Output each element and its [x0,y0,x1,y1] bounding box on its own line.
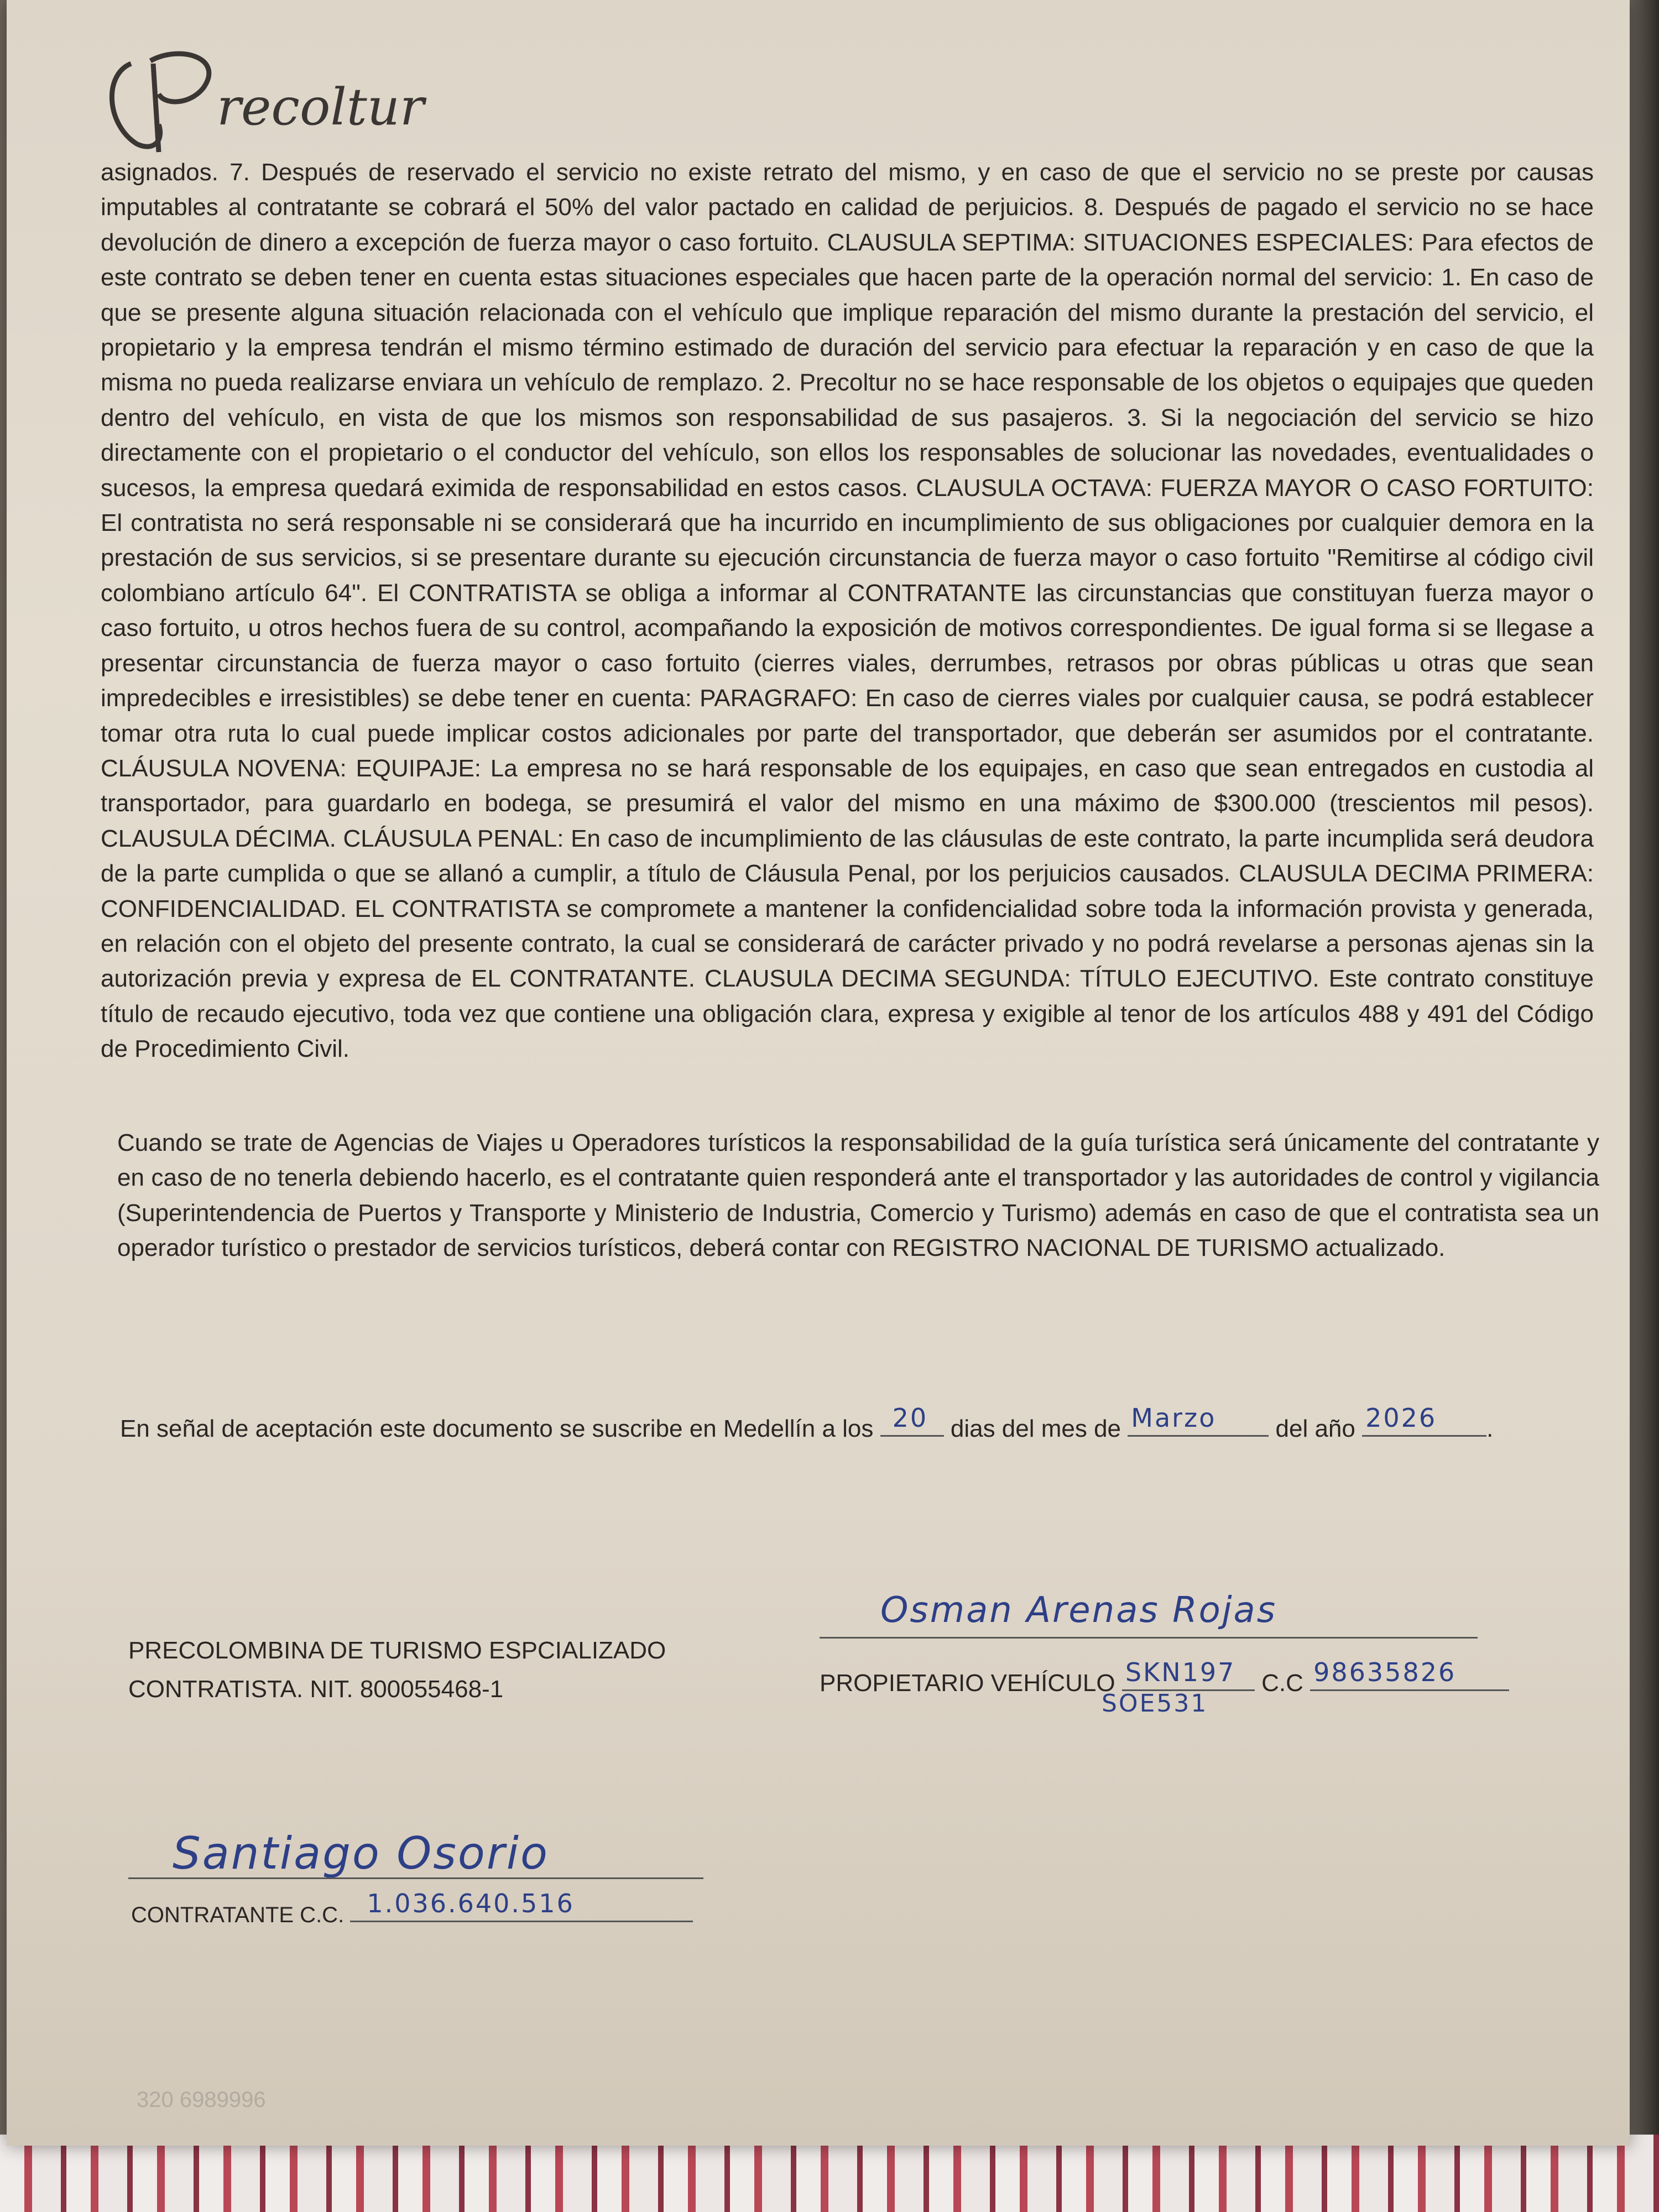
client-cc: 1.036.640.516 [367,1888,575,1918]
contractor-block [128,1631,792,1709]
plate-field [1122,1657,1255,1691]
owner-signature: Osman Arenas Rojas [880,1590,1277,1631]
client-signature-line [128,1877,703,1879]
acceptance-middle: dias del mes de [950,1415,1121,1442]
owner-cc-label: C.C [1261,1670,1303,1697]
contract-clauses-text: asignados. 7. Después de reservado el servicio no existe retrato del mismo, y en caso de que el servicio no se preste por causas imputables al contratante se cobrará el 50% del valor pactado en calidad de perjuicios. 8. Después de pagado el servicio no se hace devolución de dinero a excepción de fuerza mayor o caso fortuito. CLAUSULA SEPTIMA: SITUACIONES ESPECIALES: Para efectos de este contrato se deben tener en cuenta estas situaciones especiales que hacen parte de la operación normal del servicio: 1. En caso de que se presente alguna situación relacionada con el vehículo que implique reparación del mismo durante la prestación del servicio, el propietario y la empresa tendrán el mismo término estimado de duración del servicio para efectuar la reparación y en caso de que la misma no pueda realizarse enviara un vehículo de remplazo. 2. Precoltur no se hace responsable de los objetos o equipajes que queden dentro del vehículo, en vista de que los mismos son responsabilidad de sus pasajeros. 3. Si la negociación del servicio se hizo directamente con el propietario o el conductor del vehículo, son ellos los responsables de solucionar las novedades, eventualidades o sucesos, la empresa quedará eximida de responsabilidad en estos casos. CLAUSULA OCTAVA: FUERZA MAYOR O CASO FORTUITO: El contratista no será responsable ni se considerará que ha incurrido en incumplimiento de sus obligaciones por cualquier demora en la prestación de sus servicios, si se presentare durante su ejecución circunstancia de fuerza mayor o caso fortuito "Remitirse al código civil colombiano artículo 64". El CONTRATISTA se obliga a informar al CONTRATANTE las circunstancias que constituyan fuerza mayor o caso fortuito, u otros hechos fuera de su control, acompañando la exposición de motivos correspondientes. De igual forma si se llegase a presentar circunstancia de fuerza mayor o caso fortuito (cierres viales, derrumbes, retrasos por obras públicas u otras que sean impredecibles e irresistibles) se debe tener en cuenta: PARAGRAFO: En caso de cierres viales por cualquier causa, se podrá establecer tomar otra ruta lo cual puede implicar costos adicionales por parte del transportador, que deberán ser asumidos por el contratante. CLÁUSULA NOVENA: EQUIPAJE: La empresa no se hará responsable de los equipajes, en caso que sean entregados en custodia al transportador, para guardarlo en bodega, se presumirá el valor del mismo en una máximo de $300.000 (trescientos mil pesos). CLAUSULA DÉCIMA. CLÁUSULA PENAL: En caso de incumplimiento de las cláusulas de este contrato, la parte incumplida será deudora de la parte cumplida o que se allanó a cumplir, a título de Cláusula Penal, por los perjuicios causados. CLAUSULA DECIMA PRIMERA: CONFIDENCIALIDAD. EL CONTRATISTA se compromete a mantener la confidencialidad sobre toda la información provista y generada, en relación con el objeto del presente contrato, la cual se considerará de carácter privado y no podrá revelarse a personas ajenas sin la autorización previa y expresa de EL CONTRATANTE. CLAUSULA DECIMA SEGUNDA: TÍTULO EJECUTIVO. Este contrato constituye título de recaudo ejecutivo, toda vez que contiene una obligación clara, expresa y exigible al tenor de los artículos 488 y 491 del Código de Procedimiento Civil. [101,159,1594,1063]
acceptance-prefix: En señal de aceptación este documento se suscribe en Medellín a los [120,1415,874,1442]
agencies-paragraph: Cuando se trate de Agencias de Viajes u Operadores turísticos la responsabilidad de la guía turística será únicamente del contratante y en caso de no tenerla debiendo hacerlo, es el contratante quien responderá ante el transportador y las autoridades de control y vigilancia (Superintendencia de Puertos y Transporte y Ministerio de Industria, Comercio y Turismo) además en caso de que el contratista sea un operador turístico o prestador de servicios turísticos, deberá contar con REGISTRO NACIONAL DE TURISMO actualizado. [117,1129,1599,1262]
footer-phone: 320 6989996 [137,2088,266,2112]
contractor-nit: CONTRATISTA. NIT. 800055468-1 [128,1676,504,1703]
owner-signature-line [820,1637,1478,1639]
owner-plate-secondary: SOE531 [1102,1689,1208,1718]
owner-plate: SKN197 [1125,1657,1236,1687]
owner-cc: 98635826 [1313,1657,1457,1687]
client-cc-field [350,1888,693,1922]
acceptance-suffix: . [1486,1415,1494,1442]
day-field [880,1403,944,1437]
cloth-background [0,2135,1659,2212]
client-label: CONTRATANTE C.C. [131,1903,345,1927]
client-row [131,1888,693,1928]
day-handwritten: 20 [892,1403,928,1433]
contractor-company: PRECOLOMBINA DE TURISMO ESPCIALIZADO [128,1637,666,1664]
cc-field [1310,1657,1509,1691]
owner-label: PROPIETARIO VEHÍCULO [820,1670,1115,1697]
client-signature: Santiago Osorio [173,1828,549,1879]
month-field [1128,1403,1269,1437]
month-handwritten: Marzo [1131,1403,1217,1433]
acceptance-line [120,1403,1503,1443]
year-handwritten: 2026 [1365,1403,1437,1433]
precoltur-logo [98,41,441,160]
year-label: del año [1275,1415,1355,1442]
year-field [1362,1403,1486,1437]
svg-text:recoltur: recoltur [217,77,424,137]
contract-page [7,0,1630,2146]
